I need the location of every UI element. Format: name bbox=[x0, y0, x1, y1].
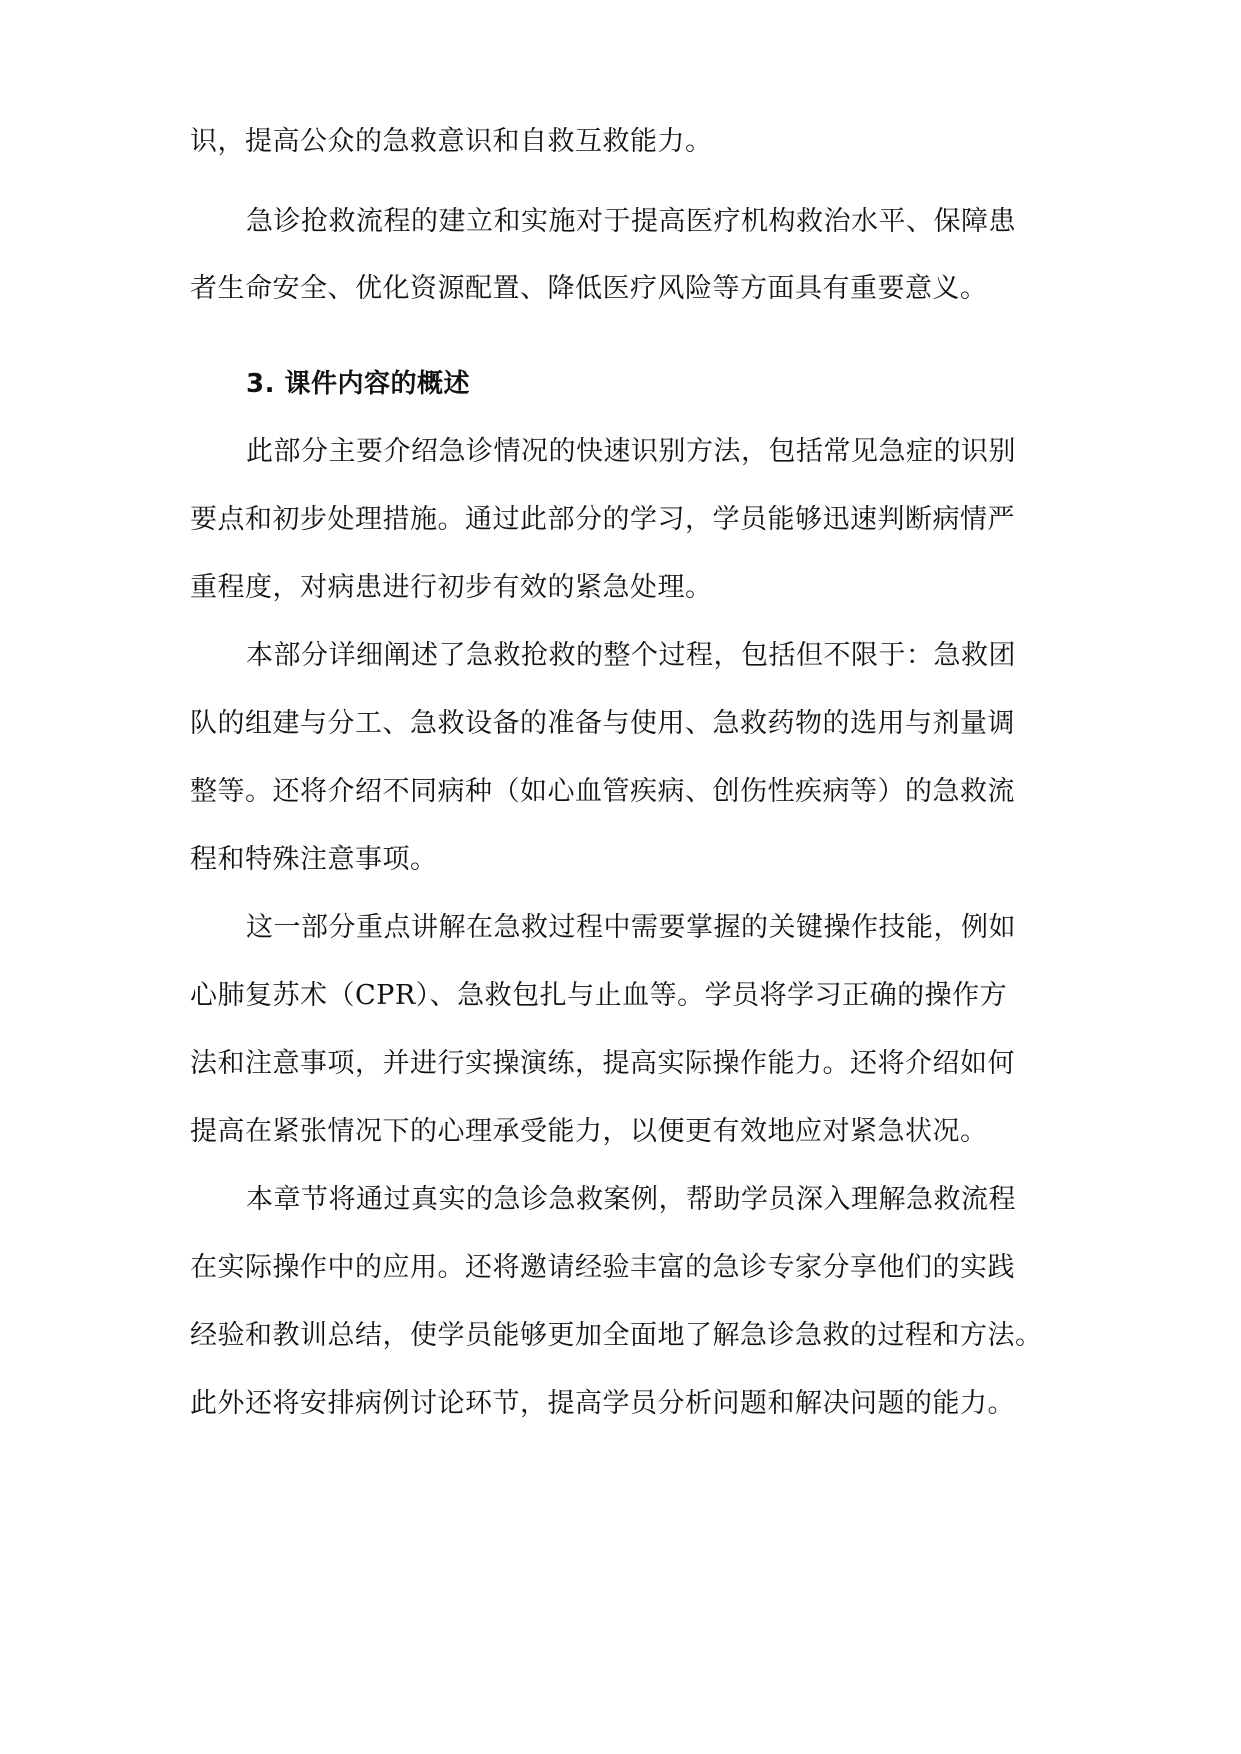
body-text-line: 提高在紧张情况下的心理承受能力，以便更有效地应对紧急状况。 bbox=[190, 1116, 988, 1147]
body-text-line: 程和特殊注意事项。 bbox=[190, 844, 438, 875]
body-text-line: 者生命安全、优化资源配置、降低医疗风险等方面具有重要意义。 bbox=[190, 273, 988, 304]
body-text-line: 队的组建与分工、急救设备的准备与使用、急救药物的选用与剂量调 bbox=[190, 708, 1015, 739]
body-text-line: 法和注意事项，并进行实操演练，提高实际操作能力。还将介绍如何 bbox=[190, 1048, 1015, 1079]
paragraph-first-line: 此部分主要介绍急诊情况的快速识别方法，包括常见急症的识别 bbox=[246, 436, 1016, 467]
paragraph-first-line: 这一部分重点讲解在急救过程中需要掌握的关键操作技能，例如 bbox=[246, 912, 1016, 943]
paragraph-first-line: 本部分详细阐述了急救抢救的整个过程，包括但不限于：急救团 bbox=[246, 640, 1016, 671]
body-text-line: 识，提高公众的急救意识和自救互救能力。 bbox=[190, 126, 713, 157]
body-text-line: 此外还将安排病例讨论环节，提高学员分析问题和解决问题的能力。 bbox=[190, 1388, 1015, 1419]
section-heading: 3. 课件内容的概述 bbox=[246, 369, 471, 399]
body-text-line: 在实际操作中的应用。还将邀请经验丰富的急诊专家分享他们的实践 bbox=[190, 1252, 1015, 1283]
paragraph-first-line: 急诊抢救流程的建立和实施对于提高医疗机构救治水平、保障患 bbox=[246, 206, 1016, 237]
body-text-line: 经验和教训总结，使学员能够更加全面地了解急诊急救的过程和方法。 bbox=[190, 1320, 1043, 1351]
body-text-line: 心肺复苏术（CPR）、急救包扎与止血等。学员将学习正确的操作方 bbox=[190, 980, 1008, 1011]
body-text-line: 重程度，对病患进行初步有效的紧急处理。 bbox=[190, 572, 713, 603]
body-text-line: 整等。还将介绍不同病种（如心血管疾病、创伤性疾病等）的急救流 bbox=[190, 776, 1015, 807]
paragraph-first-line: 本章节将通过真实的急诊急救案例，帮助学员深入理解急救流程 bbox=[246, 1184, 1016, 1215]
body-text-line: 要点和初步处理措施。通过此部分的学习，学员能够迅速判断病情严 bbox=[190, 504, 1015, 535]
